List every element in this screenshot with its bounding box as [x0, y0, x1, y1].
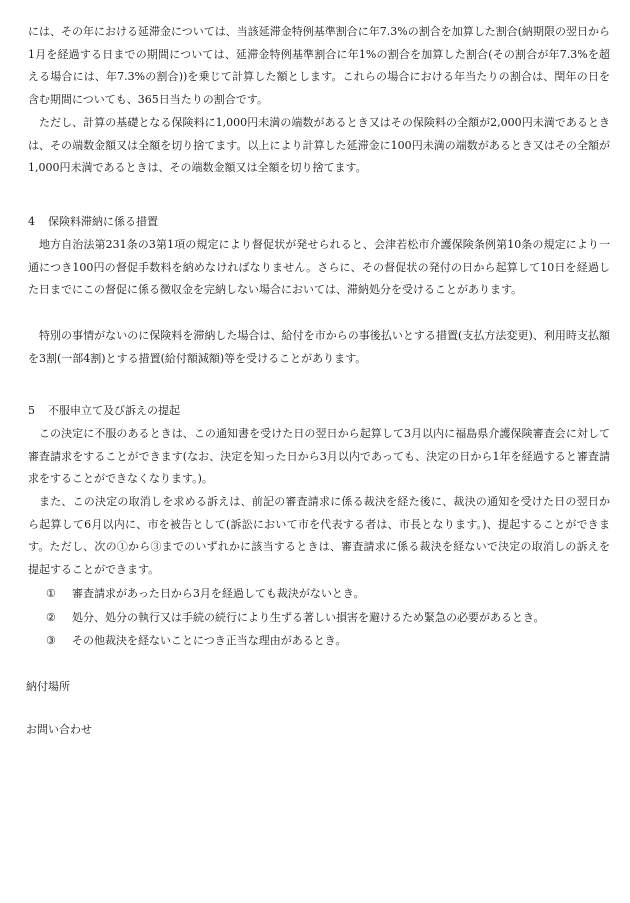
section-5-number: 5 [28, 404, 35, 417]
section-5-paragraph-2: また、この決定の取消しを求める訴えは、前記の審査請求に係る裁決を経た後に、裁決の通知を受けた日の翌日から起算して6月以内に、市を被告として(訴訟において市を代表する者は、市長となります。)、提起することができます。ただし、次の①から③までのいずれかに該当するときは、審査請求に係る裁決を経ないで決定の取消しの訴えを提起することができます。 [28, 495, 610, 577]
section-5-paragraph-1: この決定に不服のあるときは、この通知書を受けた日の翌日から起算して3月以内に福島県介護保険審査会に対して審査請求をすることができます(なお、決定を知った日から3月以内であっても、決定の日から1年を経過すると審査請求をすることができなくなります。)。 [28, 427, 610, 486]
late-fee-rate-paragraph: には、その年における延滞金については、当該延滞金特例基準割合に年7.3%の割合を加算した割合(納期限の翌日から1月を経過する日までの期間については、延滞金特例基準割合に年1%の割合を加算した割合(その割合が年7.3%を超える場合には、年7.3%の割合))を乗じて計算した額とします。これらの場合における年当たりの割合は、閏年の日を含む期間についても、365日当たりの割合です。 [28, 25, 611, 107]
inquiries-label: お問い合わせ [26, 723, 92, 736]
list-item-mark: ② [46, 611, 56, 624]
section-4-heading [28, 211, 158, 233]
rounding-paragraph: ただし、計算の基礎となる保険料に1,000円未満の端数があるとき又はその保険料の全額が2,000円未満であるときは、その端数金額又は全額を切り捨てます。以上により計算した延滞金に100円未満の端数があるとき又はその全額が1,000円未満であるときは、その端数金額又は全額を切り捨てます。 [28, 116, 610, 175]
list-item-mark: ① [46, 587, 56, 600]
section-5-title: 不服申立て及び訴えの提起 [48, 404, 180, 417]
list-item [46, 583, 364, 605]
list-item-text: その他裁決を経ないことにつき正当な理由があるとき。 [72, 634, 347, 647]
section-4-paragraph-2: 特別の事情がないのに保険料を滞納した場合は、給付を市からの事後払いとする措置(支払方法変更)、利用時支払額を3割(一部4割)とする措置(給付額減額)等を受けることがあります。 [28, 329, 610, 365]
section-5-heading [28, 400, 180, 422]
list-item-mark: ③ [46, 634, 56, 647]
payment-place-label: 納付場所 [26, 680, 70, 693]
list-item [46, 607, 545, 629]
section-4-paragraph-1: 地方自治法第231条の3第1項の規定により督促状が発せられると、会津若松市介護保険条例第10条の規定により一通につき100円の督促手数料を納めなければなりません。さらに、その督促状の発付の日から起算して10日を経過した日までにこの督促に係る徴収金を完納しない場合においては、滞納処分を受けることがあります。 [28, 238, 610, 297]
section-4-title: 保険料滞納に係る措置 [48, 215, 158, 228]
list-item [46, 630, 346, 652]
list-item-text: 処分、処分の執行又は手続の続行により生ずる著しい損害を避けるため緊急の必要があるとき。 [72, 611, 545, 624]
section-4-number: 4 [28, 215, 35, 228]
list-item-text: 審査請求があった日から3月を経過しても裁決がないとき。 [72, 587, 365, 600]
